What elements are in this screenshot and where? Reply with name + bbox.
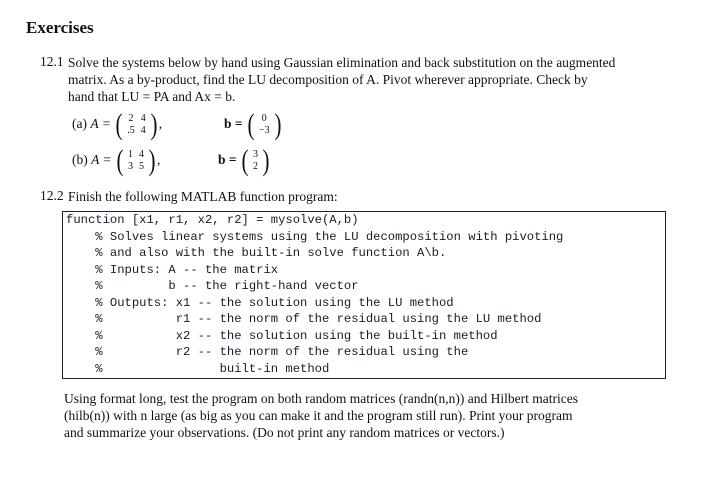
part-b-equation: (b) A = ( 1 4 3 5 ) , xyxy=(72,144,161,177)
part-a-label: (a) xyxy=(72,116,87,132)
vector-cell: 2 xyxy=(252,161,258,172)
matrix-cell: 2 xyxy=(128,113,134,124)
matrix-cell: .5 xyxy=(127,125,135,136)
code-line: % b -- the right-hand vector xyxy=(66,279,359,293)
right-paren-icon: ) xyxy=(274,108,282,141)
part-b-vector xyxy=(218,146,271,176)
code-line: % x2 -- the solution using the built-in method xyxy=(66,328,498,343)
right-paren-icon: ) xyxy=(148,144,156,177)
code-line: function [x1, r1, x2, r2] = mysolve(A,b) xyxy=(66,213,359,227)
closing-line-1: Using format long, test the program on both random matrices (randn(n,n)) and Hilbert matrices xyxy=(64,391,578,406)
code-line: % r2 -- the norm of the residual using the xyxy=(66,345,469,359)
part-b-label: (b) xyxy=(72,152,88,168)
part-a-vector xyxy=(224,110,283,140)
exercise-number-12-1: 12.1 xyxy=(40,54,64,69)
matrix-cell: 4 xyxy=(139,149,144,160)
code-line: % Inputs: A -- the matrix xyxy=(66,262,279,277)
code-line: % Outputs: x1 -- the solution using the LU method xyxy=(66,295,454,310)
vector-cell: 0 xyxy=(261,113,267,124)
part-b-b-label: b = xyxy=(218,152,237,168)
matrix-cell: 1 xyxy=(128,149,133,160)
exercise-12-1-text xyxy=(68,54,664,105)
closing-line-3: and summarize your observations. (Do not print any random matrices or vectors.) xyxy=(64,425,505,440)
exercise-12-1-line-3: hand that LU = PA and Ax = b. xyxy=(68,89,236,104)
part-a-equation: (a) A = ( 2 4 .5 4 ) , xyxy=(72,108,163,141)
matrix-A-a xyxy=(124,113,149,137)
code-line: % built-in method xyxy=(66,361,330,376)
part-a-A-label: A = xyxy=(90,116,111,132)
left-paren-icon: ( xyxy=(247,108,255,141)
matrix-cell: 4 xyxy=(140,113,146,124)
vector-cell: 3 xyxy=(252,149,258,160)
matrix-cell: 5 xyxy=(139,161,144,172)
left-paren-icon: ( xyxy=(116,144,124,177)
matrix-cell: 4 xyxy=(140,125,146,136)
exercise-12-1-line-2: matrix. As a by-product, find the LU decomposition of A. Pivot wherever appropriate. Check by xyxy=(68,72,588,87)
part-a-b-label: b = xyxy=(224,116,243,132)
closing-line-2: (hilb(n)) with n large (as big as you can make it and the program still run). Print your program xyxy=(64,408,573,423)
vector-cell: −3 xyxy=(258,125,270,136)
part-b-A-label: A = xyxy=(91,152,112,168)
right-paren-icon: ) xyxy=(150,108,158,141)
exercise-12-2-intro: Finish the following MATLAB function program: xyxy=(68,189,338,204)
page-title: Exercises xyxy=(26,18,94,37)
exercise-12-2-closing xyxy=(64,390,664,441)
left-paren-icon: ( xyxy=(115,108,123,141)
code-line: % r1 -- the norm of the residual using the LU method xyxy=(66,312,542,326)
code-line: % Solves linear systems using the LU decomposition with pivoting xyxy=(66,229,564,244)
exercise-12-1-line-1: Solve the systems below by hand using Gaussian elimination and back substitution on the augmented xyxy=(68,55,616,70)
matrix-A-b xyxy=(125,149,147,173)
vector-b-a xyxy=(256,113,273,137)
code-line: % and also with the built-in solve function A\b. xyxy=(66,246,447,260)
matrix-cell: 3 xyxy=(128,161,133,172)
right-paren-icon: ) xyxy=(262,144,270,177)
left-paren-icon: ( xyxy=(241,144,249,177)
exercise-number-12-2: 12.2 xyxy=(40,188,64,203)
vector-b-b xyxy=(250,149,261,173)
